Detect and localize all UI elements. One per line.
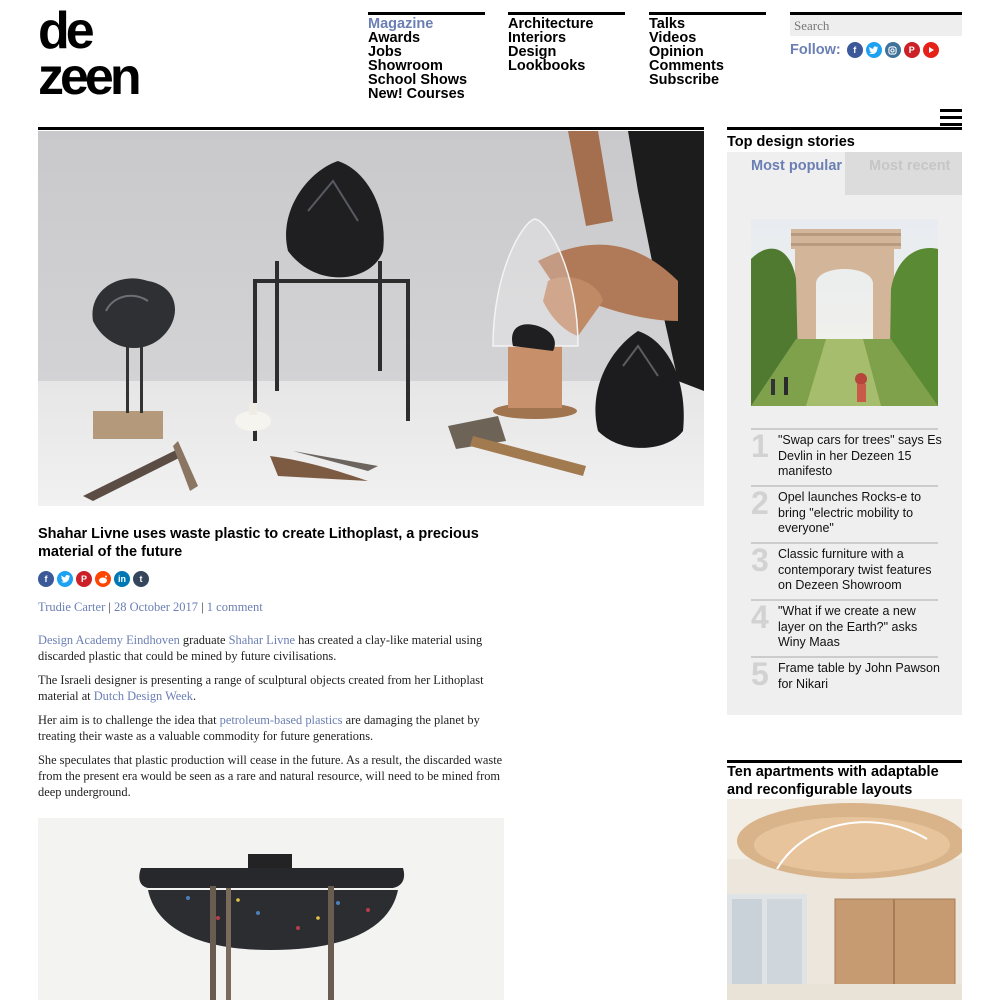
date-link[interactable]: 28 October 2017 [114, 600, 199, 614]
top-story-item[interactable] [751, 542, 938, 599]
logo-line-2: zeen [38, 48, 138, 106]
share-facebook-icon[interactable]: f [38, 571, 54, 587]
link-design-academy[interactable]: Design Academy Eindhoven [38, 633, 180, 647]
byline-separator: | [201, 600, 204, 614]
nav-school-shows[interactable]: School Shows [368, 72, 468, 88]
story-title: Frame table by John Pawson for Nikari [778, 661, 940, 691]
twitter-icon[interactable] [866, 42, 882, 58]
story-title: Opel launches Rocks-e to bring "electric mobility to everyone" [778, 490, 922, 535]
feature-image[interactable] [727, 799, 962, 1000]
main-divider [38, 127, 704, 130]
facebook-icon[interactable]: f [847, 42, 863, 58]
top-story-thumbnail[interactable] [751, 219, 938, 406]
menu-icon[interactable] [940, 109, 962, 129]
top-stories-panel [727, 152, 962, 715]
rank-number: 2 [751, 485, 769, 521]
nav-interiors[interactable]: Interiors [508, 30, 567, 46]
nav-column-3 [649, 12, 766, 87]
share-bar [38, 571, 152, 587]
author-link[interactable]: Trudie Carter [38, 600, 106, 614]
share-twitter-icon[interactable] [57, 571, 73, 587]
rank-number: 4 [751, 599, 769, 635]
tab-most-popular[interactable]: Most popular [727, 152, 845, 195]
follow-label: Follow: [790, 42, 841, 58]
dezeen-logo[interactable] [38, 2, 220, 108]
comments-link[interactable]: 1 comment [206, 600, 263, 614]
search-box [790, 12, 962, 36]
paragraph: Design Academy Eindhoven graduate Shahar Livne has created a clay-like material using discarded plastic that could be mined by future civilisations. [38, 633, 483, 663]
byline-separator: | [108, 600, 111, 614]
nav-design[interactable]: Design [508, 44, 557, 60]
share-reddit-icon[interactable] [95, 571, 111, 587]
logo-line-1: de [38, 2, 91, 60]
nav-lookbooks[interactable]: Lookbooks [508, 58, 586, 74]
share-linkedin-icon[interactable]: in [114, 571, 130, 587]
nav-awards[interactable]: Awards [368, 30, 421, 46]
nav-column-1 [368, 12, 485, 101]
youtube-icon[interactable] [923, 42, 939, 58]
story-title: "What if we create a new layer on the Earth?" asks Winy Maas [778, 604, 918, 649]
link-dutch-design-week[interactable]: Dutch Design Week [93, 689, 193, 703]
article-body [38, 632, 508, 808]
nav-talks[interactable]: Talks [649, 16, 686, 32]
sidebar-divider [727, 127, 962, 130]
byline [38, 600, 263, 615]
rank-number: 3 [751, 542, 769, 578]
top-story-item[interactable] [751, 485, 938, 542]
article-image-2 [38, 818, 504, 1000]
share-tumblr-icon[interactable]: t [133, 571, 149, 587]
nav-architecture[interactable]: Architecture [508, 16, 594, 32]
link-shahar-livne[interactable]: Shahar Livne [228, 633, 296, 647]
share-pinterest-icon[interactable]: P [76, 571, 92, 587]
pinterest-icon[interactable]: P [904, 42, 920, 58]
nav-column-2 [508, 12, 625, 73]
instagram-icon[interactable] [885, 42, 901, 58]
nav-showroom[interactable]: Showroom [368, 58, 443, 74]
top-story-item[interactable] [751, 428, 942, 485]
rank-number: 1 [751, 428, 769, 464]
nav-magazine[interactable]: Magazine [368, 16, 434, 32]
article-title: Shahar Livne uses waste plastic to create Lithoplast, a precious material of the future [38, 526, 479, 560]
paragraph: She speculates that plastic production will cease in the future. As a result, the discarded waste from the present era would be seen as a rare and natural resource, will need to be mined from deep underground. [38, 753, 503, 799]
feature-title[interactable]: Ten apartments with adaptable and reconfigurable layouts [727, 764, 939, 798]
follow-bar [790, 42, 939, 58]
paragraph: Her aim is to challenge the idea that petroleum-based plastics are damaging the planet by treating their waste as a valuable commodity for future generations. [38, 713, 480, 743]
hero-image [38, 131, 704, 506]
top-story-item[interactable] [751, 656, 938, 701]
nav-subscribe[interactable]: Subscribe [649, 72, 720, 88]
top-stories-heading: Top design stories [727, 134, 855, 150]
nav-new-courses[interactable]: New! Courses [368, 86, 465, 102]
tab-most-recent[interactable]: Most recent [845, 152, 962, 195]
link-petroleum-plastics[interactable]: petroleum-based plastics [219, 713, 343, 727]
paragraph: The Israeli designer is presenting a range of sculptural objects created from her Lithoplast material at Dutch Design Week. [38, 673, 484, 703]
nav-comments[interactable]: Comments [649, 58, 724, 74]
top-story-item[interactable] [751, 599, 938, 656]
nav-jobs[interactable]: Jobs [368, 44, 402, 60]
story-title: "Swap cars for trees" says Es Devlin in her Dezeen 15 manifesto [778, 433, 942, 478]
rank-number: 5 [751, 656, 769, 692]
nav-opinion[interactable]: Opinion [649, 44, 704, 60]
nav-videos[interactable]: Videos [649, 30, 697, 46]
search-input[interactable] [790, 15, 962, 36]
story-title: Classic furniture with a contemporary twist features on Dezeen Showroom [778, 547, 932, 592]
